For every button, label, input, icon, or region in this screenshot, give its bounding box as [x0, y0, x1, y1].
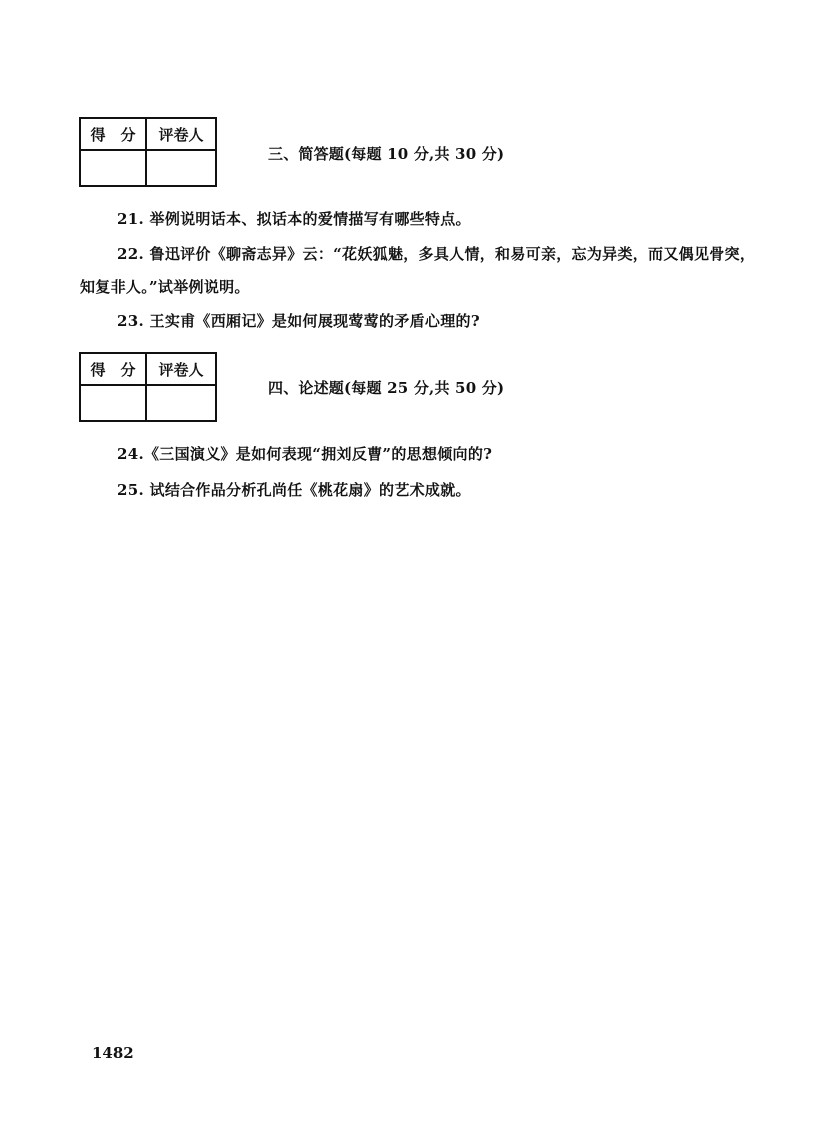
- score-box-section4: [79, 352, 217, 422]
- question-24: 24.《三国演义》是如何表现“拥刘反曹”的思想倾向的?: [117, 445, 493, 463]
- score-label: 得 分: [80, 118, 146, 150]
- score-label: 得 分: [80, 353, 146, 385]
- question-22: 22. 鲁迅评价《聊斋志异》云：“花妖狐魅，多具人情，和易可亲，忘为异类，而又偶见骨突，: [117, 245, 756, 263]
- score-cell: [80, 150, 146, 186]
- grader-label: 评卷人: [146, 353, 216, 385]
- question-22-continued: 知复非人。”试举例说明。: [80, 278, 250, 296]
- section4-title: 四、论述题(每题 25 分,共 50 分): [268, 379, 505, 397]
- grader-cell: [146, 150, 216, 186]
- question-23: 23. 王实甫《西厢记》是如何展现莺莺的矛盾心理的?: [117, 312, 480, 330]
- score-box-section3: [79, 117, 217, 187]
- page-number: 1482: [92, 1044, 134, 1062]
- question-25: 25. 试结合作品分析孔尚任《桃花扇》的艺术成就。: [117, 481, 471, 499]
- grader-label: 评卷人: [146, 118, 216, 150]
- question-21: 21. 举例说明话本、拟话本的爱情描写有哪些特点。: [117, 210, 471, 228]
- section3-title: 三、简答题(每题 10 分,共 30 分): [268, 145, 505, 163]
- grader-cell: [146, 385, 216, 421]
- score-cell: [80, 385, 146, 421]
